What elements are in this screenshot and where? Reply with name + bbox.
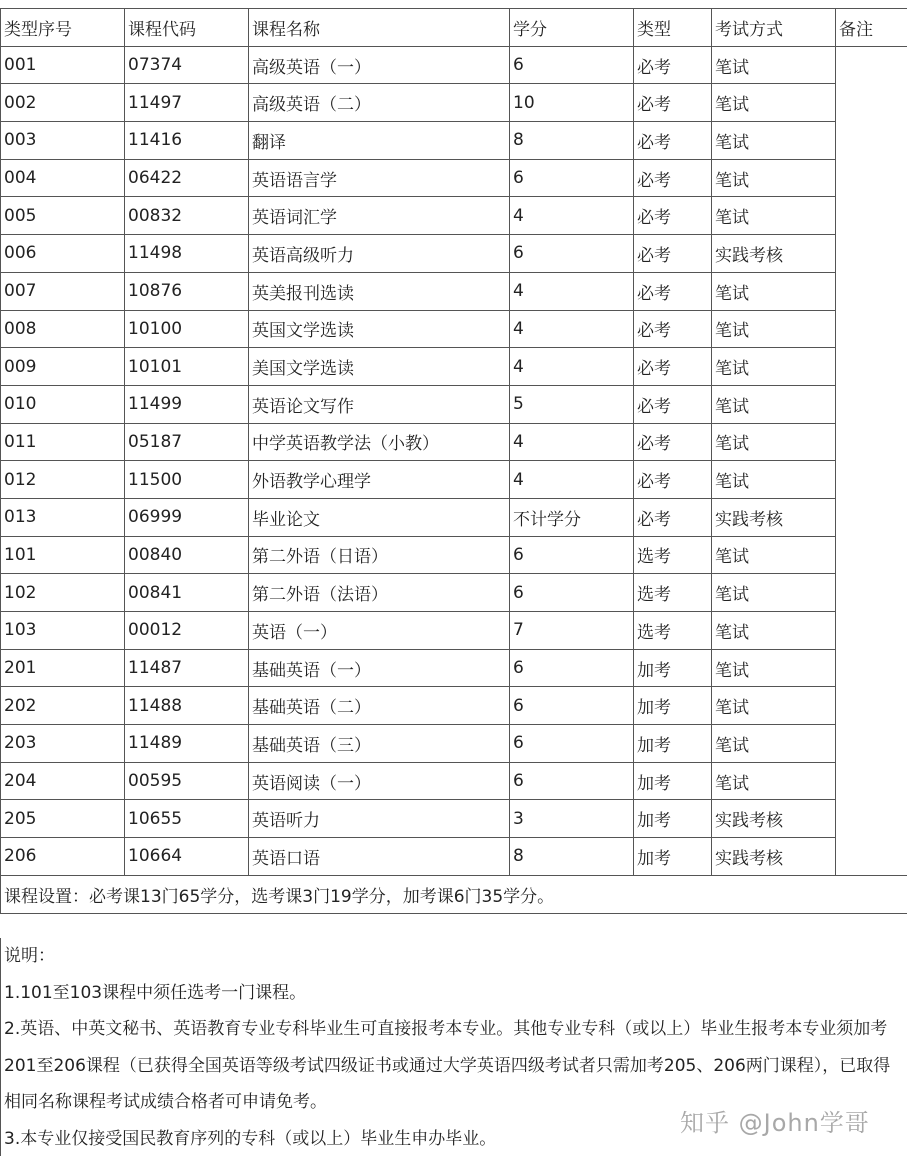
cell-category: 必考 [634, 461, 712, 499]
cell-credits: 5 [510, 385, 634, 423]
cell-type-no: 203 [1, 725, 125, 763]
cell-type-no: 102 [1, 574, 125, 612]
cell-exam-method: 笔试 [712, 46, 836, 84]
cell-credits: 3 [510, 800, 634, 838]
table-row [1, 536, 907, 574]
header-cell-credits: 学分 [510, 9, 634, 47]
cell-credits: 6 [510, 235, 634, 273]
cell-exam-method: 笔试 [712, 310, 836, 348]
cell-credits: 6 [510, 762, 634, 800]
cell-credits: 6 [510, 687, 634, 725]
header-row [1, 9, 907, 47]
cell-category: 加考 [634, 725, 712, 763]
cell-name: 美国文学选读 [249, 348, 510, 386]
cell-category: 加考 [634, 687, 712, 725]
cell-category: 必考 [634, 272, 712, 310]
cell-code: 11488 [125, 687, 249, 725]
cell-type-no: 010 [1, 385, 125, 423]
table-row [1, 574, 907, 612]
cell-name: 英语词汇学 [249, 197, 510, 235]
cell-code: 05187 [125, 423, 249, 461]
cell-type-no: 001 [1, 46, 125, 84]
cell-category: 必考 [634, 46, 712, 84]
cell-name: 第二外语（法语） [249, 574, 510, 612]
cell-credits: 4 [510, 461, 634, 499]
table-row [1, 385, 907, 423]
cell-exam-method: 笔试 [712, 725, 836, 763]
table-row [1, 762, 907, 800]
cell-code: 11416 [125, 122, 249, 160]
cell-exam-method: 笔试 [712, 122, 836, 160]
summary-row [1, 875, 907, 913]
cell-type-no: 101 [1, 536, 125, 574]
table-row [1, 423, 907, 461]
cell-name: 翻译 [249, 122, 510, 160]
table-row [1, 461, 907, 499]
cell-code: 10655 [125, 800, 249, 838]
cell-type-no: 202 [1, 687, 125, 725]
cell-exam-method: 实践考核 [712, 800, 836, 838]
cell-type-no: 206 [1, 838, 125, 876]
cell-name: 英语口语 [249, 838, 510, 876]
cell-exam-method: 笔试 [712, 536, 836, 574]
table-row [1, 310, 907, 348]
cell-category: 加考 [634, 762, 712, 800]
cell-name: 英美报刊选读 [249, 272, 510, 310]
cell-category: 加考 [634, 649, 712, 687]
cell-code: 10664 [125, 838, 249, 876]
cell-exam-method: 笔试 [712, 612, 836, 650]
note-item-1: 1.101至103课程中须任选考一门课程。 [1, 975, 906, 1012]
cell-type-no: 201 [1, 649, 125, 687]
notes-heading: 说明： [1, 938, 906, 975]
cell-type-no: 008 [1, 310, 125, 348]
cell-category: 必考 [634, 385, 712, 423]
cell-name: 英语听力 [249, 800, 510, 838]
table-row [1, 649, 907, 687]
cell-exam-method: 实践考核 [712, 498, 836, 536]
cell-credits: 6 [510, 159, 634, 197]
cell-code: 00840 [125, 536, 249, 574]
cell-credits: 6 [510, 46, 634, 84]
header-cell-name: 课程名称 [249, 9, 510, 47]
cell-exam-method: 笔试 [712, 197, 836, 235]
cell-name: 基础英语（三） [249, 725, 510, 763]
cell-name: 基础英语（二） [249, 687, 510, 725]
watermark: 知乎 @John学哥 [680, 1103, 870, 1138]
cell-code: 10101 [125, 348, 249, 386]
header-cell-notes: 备注 [836, 9, 907, 47]
cell-category: 加考 [634, 838, 712, 876]
cell-type-no: 103 [1, 612, 125, 650]
cell-name: 外语教学心理学 [249, 461, 510, 499]
cell-credits: 10 [510, 84, 634, 122]
cell-name: 英语语言学 [249, 159, 510, 197]
cell-credits: 4 [510, 348, 634, 386]
cell-type-no: 204 [1, 762, 125, 800]
summary-cell: 课程设置：必考课13门65学分，选考课3门19学分，加考课6门35学分。 [1, 875, 907, 913]
table-row [1, 235, 907, 273]
cell-type-no: 013 [1, 498, 125, 536]
cell-code: 00841 [125, 574, 249, 612]
cell-category: 必考 [634, 498, 712, 536]
cell-notes-merged [836, 46, 907, 875]
cell-credits: 7 [510, 612, 634, 650]
table-row [1, 687, 907, 725]
table-row [1, 498, 907, 536]
cell-code: 11487 [125, 649, 249, 687]
cell-category: 必考 [634, 197, 712, 235]
cell-credits: 4 [510, 197, 634, 235]
header-cell-code: 课程代码 [125, 9, 249, 47]
cell-exam-method: 笔试 [712, 84, 836, 122]
table-row [1, 272, 907, 310]
cell-category: 必考 [634, 348, 712, 386]
cell-code: 11497 [125, 84, 249, 122]
table-row [1, 348, 907, 386]
header-cell-category: 类型 [634, 9, 712, 47]
cell-type-no: 205 [1, 800, 125, 838]
cell-category: 必考 [634, 159, 712, 197]
cell-category: 必考 [634, 423, 712, 461]
cell-category: 选考 [634, 612, 712, 650]
cell-category: 加考 [634, 800, 712, 838]
cell-code: 00832 [125, 197, 249, 235]
cell-type-no: 009 [1, 348, 125, 386]
cell-type-no: 006 [1, 235, 125, 273]
cell-name: 英国文学选读 [249, 310, 510, 348]
cell-exam-method: 笔试 [712, 687, 836, 725]
cell-credits: 4 [510, 423, 634, 461]
cell-code: 06422 [125, 159, 249, 197]
cell-credits: 8 [510, 838, 634, 876]
table-row [1, 84, 907, 122]
cell-code: 11500 [125, 461, 249, 499]
table-row [1, 612, 907, 650]
cell-exam-method: 笔试 [712, 574, 836, 612]
table-row [1, 122, 907, 160]
cell-type-no: 007 [1, 272, 125, 310]
cell-credits: 不计学分 [510, 498, 634, 536]
cell-code: 11498 [125, 235, 249, 273]
cell-credits: 4 [510, 272, 634, 310]
cell-name: 高级英语（一） [249, 46, 510, 84]
cell-category: 必考 [634, 310, 712, 348]
cell-type-no: 005 [1, 197, 125, 235]
cell-credits: 6 [510, 536, 634, 574]
cell-exam-method: 笔试 [712, 762, 836, 800]
table-row [1, 159, 907, 197]
course-table [0, 8, 907, 914]
table-row [1, 46, 907, 84]
cell-code: 00595 [125, 762, 249, 800]
note-item-2: 2.英语、中英文秘书、英语教育专业专科毕业生可直接报考本专业。其他专业专科（或以上）毕业生报考本专业须加考201至206课程（已获得全国英语等级考试四级证书或通过大学英语四级考试者只需加考205、206两门课程），已取得相同名称课程考试成绩合格者可申请免考。 [1, 1011, 906, 1121]
cell-credits: 6 [510, 725, 634, 763]
cell-type-no: 011 [1, 423, 125, 461]
cell-category: 选考 [634, 536, 712, 574]
cell-category: 选考 [634, 574, 712, 612]
cell-type-no: 002 [1, 84, 125, 122]
cell-exam-method: 笔试 [712, 461, 836, 499]
table-row [1, 725, 907, 763]
cell-name: 高级英语（二） [249, 84, 510, 122]
cell-category: 必考 [634, 84, 712, 122]
table-row [1, 197, 907, 235]
cell-credits: 6 [510, 649, 634, 687]
cell-name: 英语（一） [249, 612, 510, 650]
cell-name: 中学英语教学法（小教） [249, 423, 510, 461]
cell-exam-method: 笔试 [712, 272, 836, 310]
cell-exam-method: 笔试 [712, 159, 836, 197]
cell-name: 第二外语（日语） [249, 536, 510, 574]
cell-exam-method: 笔试 [712, 649, 836, 687]
header-cell-type-no: 类型序号 [1, 9, 125, 47]
cell-name: 毕业论文 [249, 498, 510, 536]
cell-exam-method: 笔试 [712, 385, 836, 423]
cell-type-no: 003 [1, 122, 125, 160]
cell-code: 10876 [125, 272, 249, 310]
cell-name: 英语阅读（一） [249, 762, 510, 800]
cell-category: 必考 [634, 235, 712, 273]
cell-code: 11489 [125, 725, 249, 763]
cell-name: 基础英语（一） [249, 649, 510, 687]
table-row [1, 800, 907, 838]
cell-code: 10100 [125, 310, 249, 348]
cell-code: 00012 [125, 612, 249, 650]
cell-name: 英语论文写作 [249, 385, 510, 423]
cell-type-no: 012 [1, 461, 125, 499]
cell-code: 07374 [125, 46, 249, 84]
cell-exam-method: 笔试 [712, 423, 836, 461]
cell-exam-method: 实践考核 [712, 838, 836, 876]
cell-credits: 6 [510, 574, 634, 612]
cell-credits: 4 [510, 310, 634, 348]
table-row [1, 838, 907, 876]
cell-name: 英语高级听力 [249, 235, 510, 273]
header-cell-exam-method: 考试方式 [712, 9, 836, 47]
cell-code: 06999 [125, 498, 249, 536]
cell-credits: 8 [510, 122, 634, 160]
cell-type-no: 004 [1, 159, 125, 197]
cell-category: 必考 [634, 122, 712, 160]
cell-exam-method: 实践考核 [712, 235, 836, 273]
cell-code: 11499 [125, 385, 249, 423]
note-item-3: 3.本专业仅接受国民教育序列的专科（或以上）毕业生申办毕业。 [1, 1121, 906, 1157]
cell-exam-method: 笔试 [712, 348, 836, 386]
